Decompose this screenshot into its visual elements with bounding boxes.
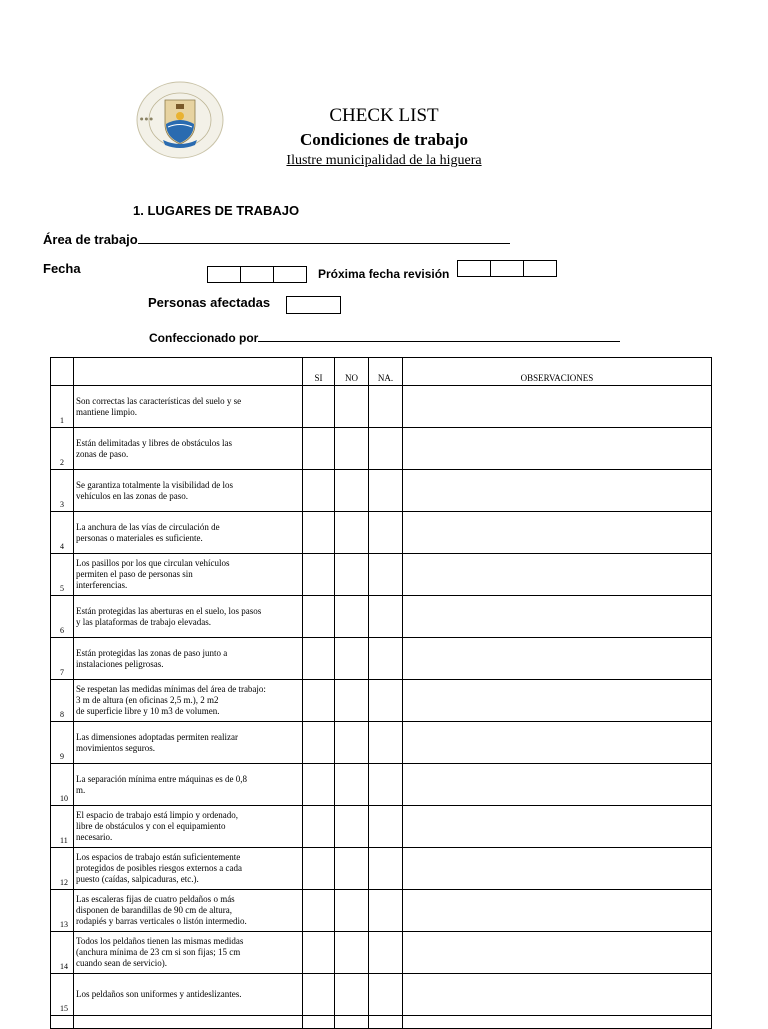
proxima-year-box[interactable] xyxy=(523,261,556,276)
row-description-line: necesario. xyxy=(76,832,113,842)
cell-si[interactable] xyxy=(303,428,335,470)
cell-no[interactable] xyxy=(335,638,369,680)
row-description-line: Se respetan las medidas mínimas del área de trabajo: xyxy=(76,684,266,694)
table-row xyxy=(51,680,712,722)
table-row xyxy=(51,974,712,1016)
cell-na[interactable] xyxy=(369,596,403,638)
row-description xyxy=(74,974,303,1016)
row-description xyxy=(74,512,303,554)
row-description-line: cuando sean de servicio). xyxy=(76,958,167,968)
row-description-line: libre de obstáculos y con el equipamiento xyxy=(76,821,226,831)
cell-na[interactable] xyxy=(369,554,403,596)
row-number: 6 xyxy=(51,596,74,638)
header-no: NO xyxy=(335,358,369,386)
table-row xyxy=(51,596,712,638)
cell-observaciones[interactable] xyxy=(403,386,712,428)
empty-cell[interactable] xyxy=(51,1016,74,1029)
cell-si[interactable] xyxy=(303,764,335,806)
cell-no[interactable] xyxy=(335,470,369,512)
table-row xyxy=(51,386,712,428)
cell-observaciones[interactable] xyxy=(403,848,712,890)
table-row xyxy=(51,554,712,596)
fecha-boxes[interactable] xyxy=(207,266,307,283)
confeccionado-label: Confeccionado por xyxy=(149,331,259,345)
cell-observaciones[interactable] xyxy=(403,764,712,806)
cell-na[interactable] xyxy=(369,428,403,470)
empty-cell[interactable] xyxy=(369,1016,403,1029)
row-number: 8 xyxy=(51,680,74,722)
svg-text:● ● ●: ● ● ● xyxy=(140,116,154,121)
table-row xyxy=(51,470,712,512)
row-description-line: Se garantiza totalmente la visibilidad de los xyxy=(76,479,233,490)
header-si: SI xyxy=(303,358,335,386)
proxima-month-box[interactable] xyxy=(490,261,523,276)
confeccionado-field[interactable] xyxy=(149,330,620,345)
personas-label: Personas afectadas xyxy=(148,295,271,310)
row-description-line: movimientos seguros. xyxy=(76,742,155,753)
header-na: NA. xyxy=(369,358,403,386)
table-row xyxy=(51,764,712,806)
row-description-line: La anchura de las vías de circulación de xyxy=(76,521,220,532)
cell-observaciones[interactable] xyxy=(403,512,712,554)
cell-na[interactable] xyxy=(369,470,403,512)
cell-no[interactable] xyxy=(335,722,369,764)
row-description xyxy=(74,764,303,806)
cell-na[interactable] xyxy=(369,764,403,806)
row-description-line: Son correctas las características del suelo y se xyxy=(76,395,242,406)
row-number: 3 xyxy=(51,470,74,512)
empty-cell[interactable] xyxy=(74,1016,303,1029)
row-description-line: m. xyxy=(76,784,86,795)
row-description-line: zonas de paso. xyxy=(76,448,129,459)
row-description xyxy=(74,806,303,848)
organization-name-text: Ilustre municipalidad de la higuera xyxy=(286,153,482,168)
row-description xyxy=(74,680,303,722)
cell-na[interactable] xyxy=(369,806,403,848)
cell-observaciones[interactable] xyxy=(403,470,712,512)
cell-observaciones[interactable] xyxy=(403,890,712,932)
cell-no[interactable] xyxy=(335,512,369,554)
row-description-line: Los peldaños son uniformes y antideslizantes. xyxy=(76,989,242,999)
fecha-day-box[interactable] xyxy=(208,267,240,282)
cell-na[interactable] xyxy=(369,722,403,764)
header-observaciones: OBSERVACIONES xyxy=(403,358,712,386)
section-heading: 1. LUGARES DE TRABAJO xyxy=(133,203,300,218)
row-number: 9 xyxy=(51,722,74,764)
row-description xyxy=(74,596,303,638)
cell-si[interactable] xyxy=(303,386,335,428)
cell-si[interactable] xyxy=(303,638,335,680)
cell-na[interactable] xyxy=(369,680,403,722)
row-number: 15 xyxy=(51,974,74,1016)
cell-no[interactable] xyxy=(335,386,369,428)
organization-name xyxy=(0,153,768,169)
cell-si[interactable] xyxy=(303,932,335,974)
table-row xyxy=(51,428,712,470)
row-description-line: La separación mínima entre máquinas es de 0,8 xyxy=(76,773,247,784)
area-label: Área de trabajo xyxy=(43,232,138,247)
row-description xyxy=(74,386,303,428)
row-description xyxy=(74,470,303,512)
header-item xyxy=(74,358,303,386)
row-number: 4 xyxy=(51,512,74,554)
cell-no[interactable] xyxy=(335,848,369,890)
cell-si[interactable] xyxy=(303,680,335,722)
row-number: 12 xyxy=(51,848,74,890)
row-number: 5 xyxy=(51,554,74,596)
cell-si[interactable] xyxy=(303,890,335,932)
area-line[interactable] xyxy=(138,231,510,244)
row-number: 10 xyxy=(51,764,74,806)
row-description-line: mantiene limpio. xyxy=(76,406,137,417)
row-description-line: protegidos de posibles riesgos externos a cada xyxy=(76,863,242,873)
cell-observaciones[interactable] xyxy=(403,554,712,596)
cell-na[interactable] xyxy=(369,890,403,932)
fecha-month-box[interactable] xyxy=(240,267,273,282)
row-description xyxy=(74,554,303,596)
cell-na[interactable] xyxy=(369,638,403,680)
cell-no[interactable] xyxy=(335,890,369,932)
cell-no[interactable] xyxy=(335,596,369,638)
personas-box[interactable] xyxy=(286,296,341,314)
row-description-line: Todos los peldaños tienen las mismas medidas xyxy=(76,936,244,946)
table-row-empty xyxy=(51,1016,712,1029)
row-description-line: (anchura mínima de 23 cm si son fijas; 15 cm xyxy=(76,947,241,957)
row-description-line: Las dimensiones adoptadas permiten realizar xyxy=(76,731,238,742)
header-num xyxy=(51,358,74,386)
row-description-line: personas o materiales es suficiente. xyxy=(76,532,203,543)
table-row xyxy=(51,848,712,890)
cell-na[interactable] xyxy=(369,848,403,890)
row-description-line: vehículos en las zonas de paso. xyxy=(76,490,188,501)
table-header-row xyxy=(51,358,712,386)
row-description-line: puesto (caídas, salpicaduras, etc.). xyxy=(76,874,199,884)
row-number: 1 xyxy=(51,386,74,428)
checklist-table xyxy=(50,357,712,1029)
cell-observaciones[interactable] xyxy=(403,806,712,848)
cell-observaciones[interactable] xyxy=(403,428,712,470)
cell-no[interactable] xyxy=(335,806,369,848)
row-description-line: Están delimitadas y libres de obstáculos las xyxy=(76,437,232,448)
cell-observaciones[interactable] xyxy=(403,596,712,638)
empty-cell[interactable] xyxy=(335,1016,369,1029)
proxima-fecha-boxes[interactable] xyxy=(457,260,557,277)
table-row xyxy=(51,890,712,932)
cell-observaciones[interactable] xyxy=(403,974,712,1016)
cell-no[interactable] xyxy=(335,974,369,1016)
table-row xyxy=(51,932,712,974)
row-number: 7 xyxy=(51,638,74,680)
cell-si[interactable] xyxy=(303,848,335,890)
row-description-line: 3 m de altura (en oficinas 2,5 m.), 2 m2 xyxy=(76,695,219,705)
table-row xyxy=(51,512,712,554)
row-description-line: Los pasillos por los que circulan vehículos xyxy=(76,558,230,568)
row-description-line: de superficie libre y 10 m3 de volumen. xyxy=(76,706,220,716)
row-number: 13 xyxy=(51,890,74,932)
fecha-label: Fecha xyxy=(43,261,81,276)
cell-observaciones[interactable] xyxy=(403,722,712,764)
row-description-line: El espacio de trabajo está limpio y ordenado, xyxy=(76,810,238,820)
row-description-line: rodapiés y barras verticales o listón intermedio. xyxy=(76,916,247,926)
cell-observaciones[interactable] xyxy=(403,932,712,974)
cell-no[interactable] xyxy=(335,428,369,470)
cell-si[interactable] xyxy=(303,974,335,1016)
confeccionado-line[interactable] xyxy=(258,330,620,342)
cell-na[interactable] xyxy=(369,512,403,554)
row-description xyxy=(74,428,303,470)
table-row xyxy=(51,638,712,680)
row-description-line: permiten el paso de personas sin xyxy=(76,569,193,579)
row-description xyxy=(74,932,303,974)
row-description-line: Los espacios de trabajo están suficientemente xyxy=(76,852,241,862)
empty-cell[interactable] xyxy=(303,1016,335,1029)
cell-si[interactable] xyxy=(303,596,335,638)
document-title: CHECK LIST xyxy=(329,105,439,126)
row-description xyxy=(74,638,303,680)
document-subtitle: Condiciones de trabajo xyxy=(299,130,469,149)
row-number: 14 xyxy=(51,932,74,974)
row-description-line: Están protegidas las zonas de paso junto a xyxy=(76,647,228,658)
table-row xyxy=(51,806,712,848)
area-field[interactable] xyxy=(43,231,510,247)
cell-si[interactable] xyxy=(303,554,335,596)
cell-no[interactable] xyxy=(335,554,369,596)
row-number: 2 xyxy=(51,428,74,470)
proxima-fecha-label: Próxima fecha revisión xyxy=(318,267,450,281)
table-row xyxy=(51,722,712,764)
row-description-line: interferencias. xyxy=(76,580,128,590)
row-description-line: instalaciones peligrosas. xyxy=(76,658,164,669)
proxima-day-box[interactable] xyxy=(458,261,490,276)
cell-no[interactable] xyxy=(335,764,369,806)
cell-no[interactable] xyxy=(335,680,369,722)
cell-si[interactable] xyxy=(303,806,335,848)
row-description-line: Están protegidas las aberturas en el suelo, los pasos xyxy=(76,605,262,616)
cell-si[interactable] xyxy=(303,470,335,512)
cell-na[interactable] xyxy=(369,974,403,1016)
cell-na[interactable] xyxy=(369,932,403,974)
empty-cell[interactable] xyxy=(403,1016,712,1029)
row-description xyxy=(74,890,303,932)
cell-observaciones[interactable] xyxy=(403,680,712,722)
row-number: 11 xyxy=(51,806,74,848)
cell-si[interactable] xyxy=(303,722,335,764)
cell-observaciones[interactable] xyxy=(403,638,712,680)
cell-si[interactable] xyxy=(303,512,335,554)
row-description-line: disponen de barandillas de 90 cm de altura, xyxy=(76,905,232,915)
row-description xyxy=(74,722,303,764)
row-description-line: Las escaleras fijas de cuatro peldaños o más xyxy=(76,894,235,904)
fecha-year-box[interactable] xyxy=(273,267,306,282)
row-description xyxy=(74,848,303,890)
row-description-line: y las plataformas de trabajo elevadas. xyxy=(76,616,211,627)
cell-no[interactable] xyxy=(335,932,369,974)
cell-na[interactable] xyxy=(369,386,403,428)
